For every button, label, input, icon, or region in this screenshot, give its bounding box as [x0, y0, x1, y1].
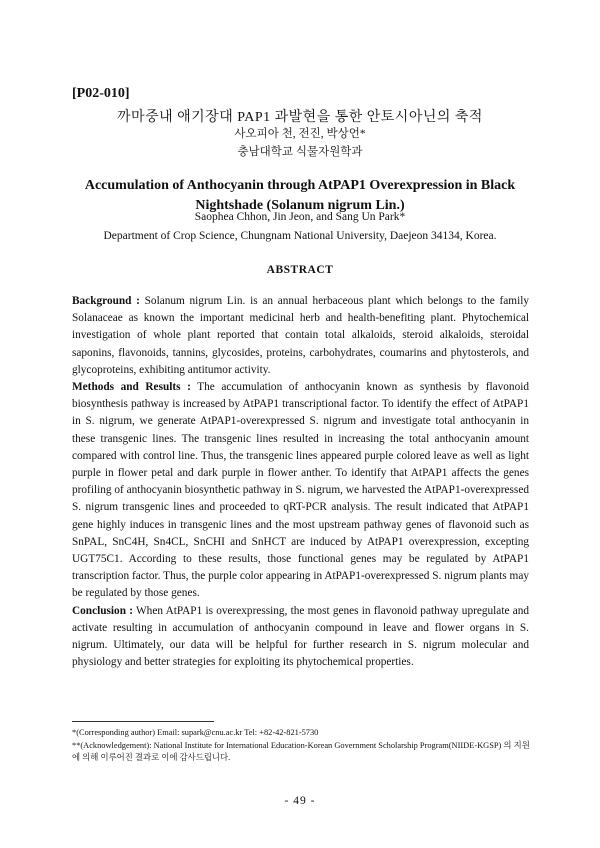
methods-paragraph	[72, 379, 529, 603]
footnote-acknowledgement: **(Acknowledgement): National Institute for International Education-Korean Government Scholarship Program(NIIDE-KGSP) 의 지원에 의해 이루어진 결과로 이에 감사드립니다.	[72, 741, 530, 762]
english-title: Accumulation of Anthocyanin through AtPAP1 Overexpression in Black Nightshade (Solanum nigrum Lin.)	[84, 178, 516, 213]
poster-code: [P02-010]	[72, 86, 130, 101]
background-label: Background :	[72, 295, 140, 307]
korean-authors: 사오피아 천, 전진, 박상언*	[234, 128, 366, 140]
conclusion-label: Conclusion :	[72, 604, 133, 617]
footnote-corresponding: *(Corresponding author) Email: supark@cnu.ac.kr Tel: +82-42-821-5730	[72, 728, 319, 737]
footnote-rule	[72, 721, 214, 722]
korean-affiliation: 충남대학교 식물자원학과	[237, 146, 363, 158]
korean-title: 까마중내 애기장대 PAP1 과발현을 통한 안토시아닌의 축적	[117, 110, 483, 125]
methods-label: Methods and Results :	[72, 381, 191, 394]
english-authors: Saophea Chhon, Jin Jeon, and Sang Un Park*	[194, 211, 406, 223]
background-text: Solanum nigrum Lin. is an annual herbaceous plant which belongs to the family Solanaceae as known the important medicinal herb and health-benefiting plant. Phytochemical investigation of whole plant reported that contain total alkaloids, steroid alkaloids, steroidal saponins, flavonoids, tannins, glycosides, proteins, carbohydrates, coumarins and phytosterols, and glycoproteins, exhibiting antitumor activity.	[72, 295, 529, 376]
methods-text: The accumulation of anthocyanin known as synthesis by flavonoid biosynthesis pathway is increased by AtPAP1 transcriptional factor. To identify the effect of AtPAP1 in S. nigrum, we generate AtPAP1-overexpressed S. nigrum and investigate total anthocyanin in these transgenic lines. The transgenic lines resulted in increasing the total anthocyanin amount compared with control line. Thus, the transgenic lines appeared purple colored leave as well as light purple in flower petal and dark purple in flower anther. To identify that AtPAP1 affects the genes profiling of anthocyanin biosynthetic pathway in S. nigrum, we harvested the AtPAP1-overexpressed S. nigrum transgenic lines and proceeded to qRT-PCR analysis. The result indicated that AtPAP1 gene highly induces in transgenic lines and the most upstream pathway genes of flavonoid such as SnPAL, SnC4H, Sn4CL, SnCHI and SnHCT are induced by AtPAP1 overexpression, excepting UGT75C1. According to these results, those functional genes may be regulated by AtPAP1 transcription factor. Thus, the purple color appearing in AtPAP1-overexpressed S. nigrum plants may be regulated by those genes.	[72, 381, 529, 600]
english-affiliation: Department of Crop Science, Chungnam National University, Daejeon 34134, Korea.	[103, 230, 497, 242]
abstract-heading: ABSTRACT	[266, 264, 334, 276]
conclusion-paragraph	[72, 603, 529, 672]
conclusion-text: When AtPAP1 is overexpressing, the most genes in flavonoid pathway upregulate and activate resulting in accumulation of anthocyanin compound in leave and flower organs in S. nigrum. Ultimately, our data will be helpful for further research in S. nigrum molecular and physiology and better strategies for exploiting its phytochemical properties.	[72, 604, 530, 669]
background-paragraph	[72, 293, 529, 379]
page-number: - 49 -	[284, 795, 316, 807]
abstract-body	[72, 293, 529, 671]
